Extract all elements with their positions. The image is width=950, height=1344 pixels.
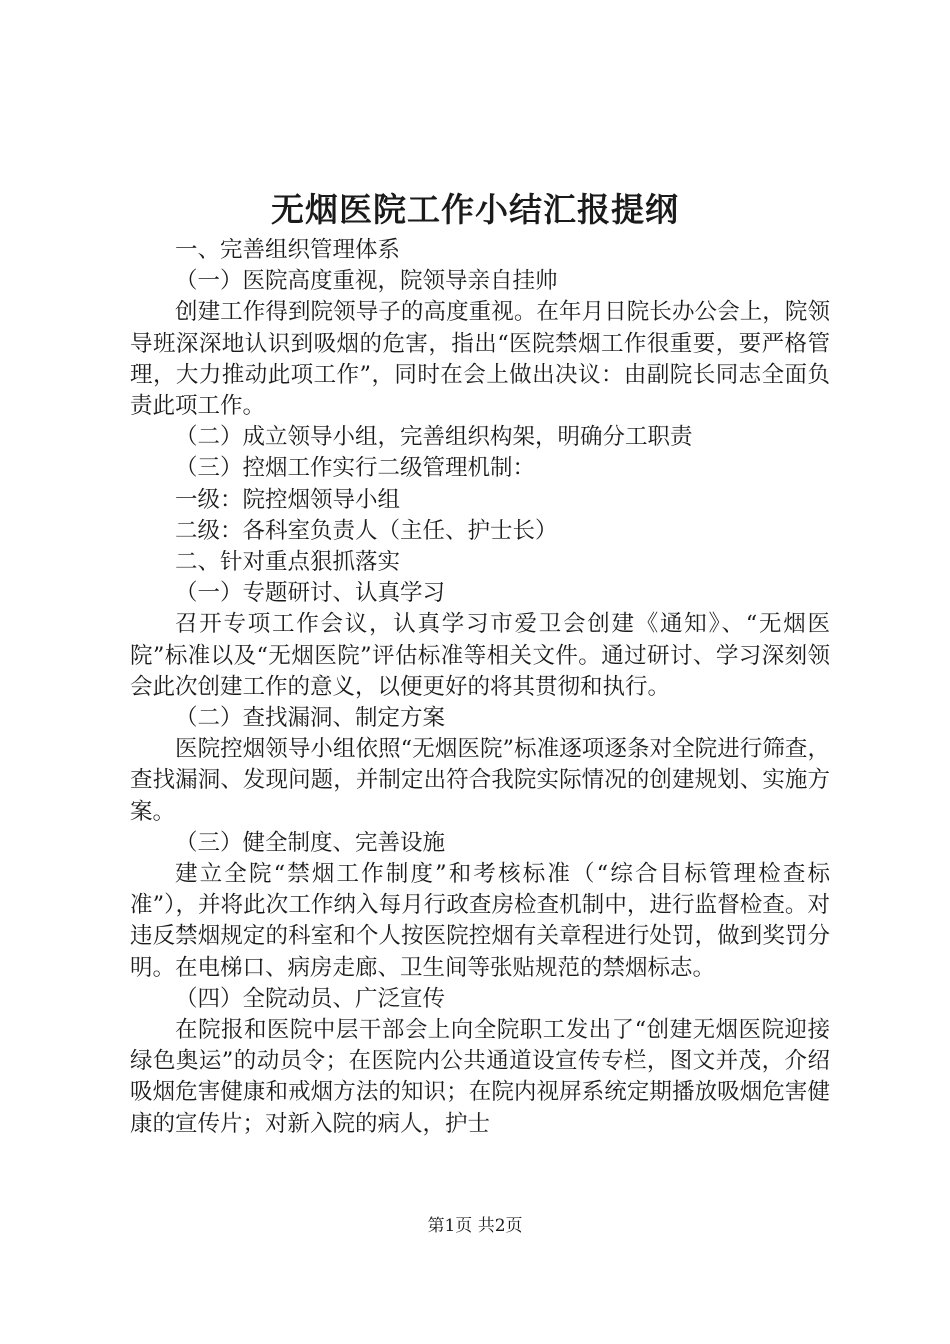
paragraph: 在院报和医院中层干部会上向全院职工发出了“创建无烟医院迎接绿色奥运”的动员令；在医院内公共通道设宣传专栏，图文并茂，介绍吸烟危害健康和戒烟方法的知识；在院内视屏系统定期播放吸烟危害健康的宣传片；对新入院的病人，护士 xyxy=(130,1017,830,1137)
subsection-heading: （二）成立领导小组，完善组织构架，明确分工职责 xyxy=(175,424,693,451)
section-heading: 二、针对重点狠抓落实 xyxy=(175,549,401,576)
paragraph: 医院控烟领导小组依照“无烟医院”标准逐项逐条对全院进行筛查，查找漏洞、发现问题，并制定出符合我院实际情况的创建规划、实施方案。 xyxy=(130,736,830,825)
paragraph: 创建工作得到院领导子的高度重视。在年月日院长办公会上，院领导班深深地认识到吸烟的危害，指出“医院禁烟工作很重要，要严格管理，大力推动此项工作”，同时在会上做出决议：由副院长同志全面负责此项工作。 xyxy=(130,299,830,420)
document-body xyxy=(130,235,830,1140)
paragraph: 建立全院“禁烟工作制度”和考核标准（“综合目标管理检查标准”），并将此次工作纳入每月行政查房检查机制中，进行监督检查。对违反禁烟规定的科室和个人按医院控烟有关章程进行处罚，做到奖罚分明。在电梯口、病房走廊、卫生间等张贴规范的禁烟标志。 xyxy=(130,861,830,981)
document-title: 无烟医院工作小结汇报提纲 xyxy=(271,190,679,229)
subsection-heading: （三）健全制度、完善设施 xyxy=(175,829,446,856)
paragraph: 召开专项工作会议，认真学习市爱卫会创建《通知》、“无烟医院”标准以及“无烟医院”评估标准等相关文件。通过研讨、学习深刻领会此次创建工作的意义，以便更好的将其贯彻和执行。 xyxy=(130,611,830,700)
subsection-heading: （一）医院高度重视，院领导亲自挂帅 xyxy=(175,268,558,295)
list-item: 一级：院控烟领导小组 xyxy=(175,486,401,513)
subsection-heading: （二）查找漏洞、制定方案 xyxy=(175,705,446,732)
subsection-heading: （一）专题研讨、认真学习 xyxy=(175,580,446,607)
subsection-heading: （三）控烟工作实行二级管理机制： xyxy=(175,455,536,482)
page-number-footer: 第1页 共2页 xyxy=(427,1216,523,1236)
section-heading: 一、完善组织管理体系 xyxy=(175,237,401,263)
list-item: 二级：各科室负责人（主任、护士长） xyxy=(175,517,558,544)
subsection-heading: （四）全院动员、广泛宣传 xyxy=(175,985,446,1012)
